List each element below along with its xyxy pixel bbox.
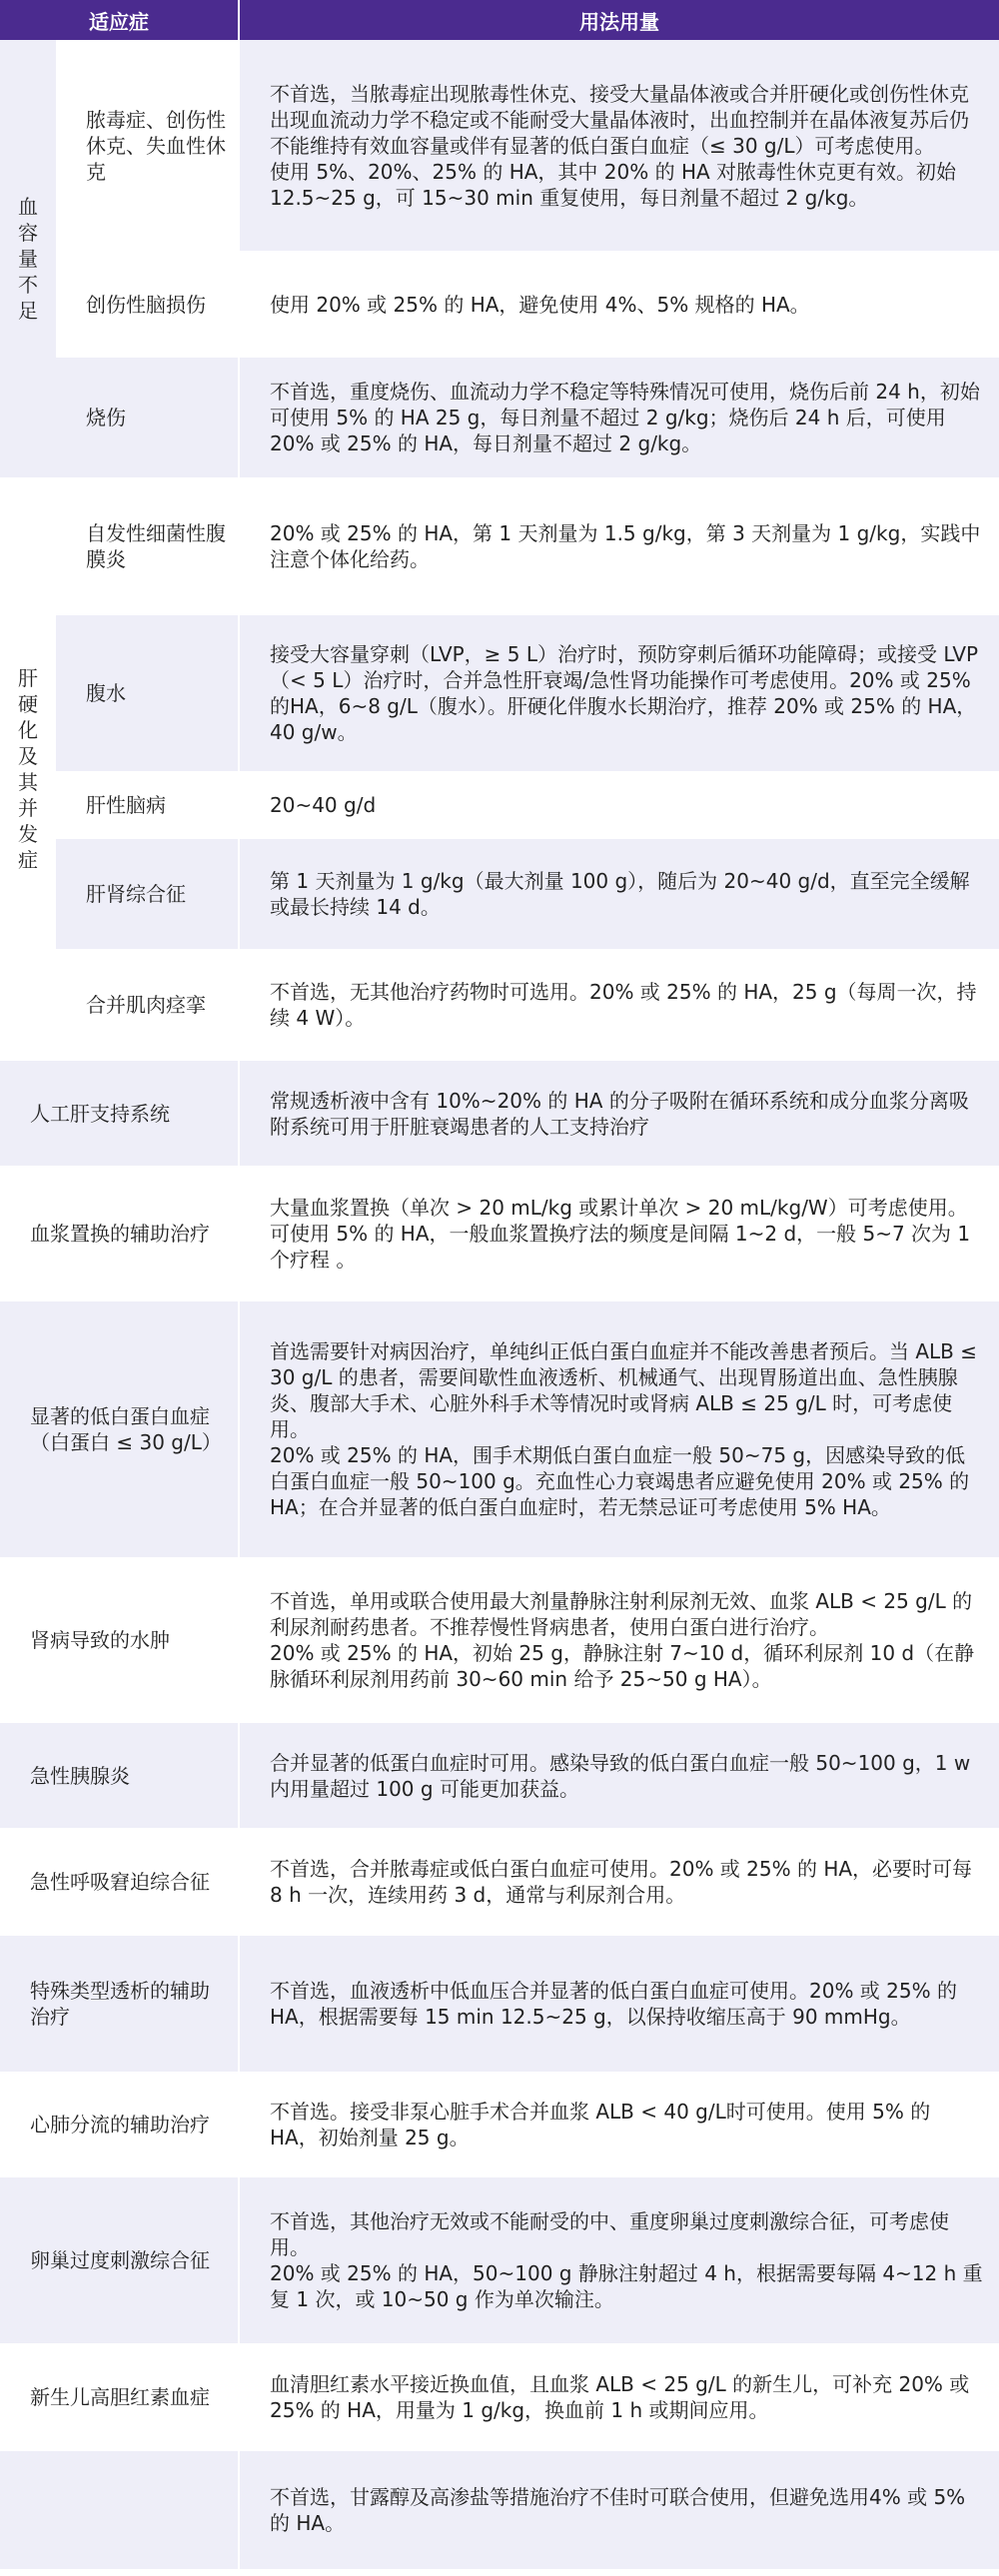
indication-name: 新生儿高胆红素血症 <box>0 2344 239 2450</box>
dosage-text: 大量血浆置换（单次 > 20 mL/kg 或累计单次 > 20 mL/kg/W）可考虑使用。可使用 5% 的 HA，一般血浆置换疗法的频度是间隔 1~2 d，一般 5~7 次为 1 个疗程 。 <box>239 1167 999 1300</box>
table-row <box>0 1167 999 1300</box>
dosage-text: 合并显著的低蛋白血症时可用。感染导致的低白蛋白血症一般 50~100 g，1 w 内用量超过 100 g 可能更加获益。 <box>239 1722 999 1829</box>
header-indication: 适应症 <box>0 0 239 40</box>
indication-name: 合并肌肉痉挛 <box>56 950 239 1060</box>
indication-name: 脓毒症、创伤性休克、失血性休克 <box>56 40 239 252</box>
dosage-text: 不首选。接受非泵心脏手术合并血浆 ALB < 40 g/L时可使用。使用 5% 的 HA，初始剂量 25 g。 <box>239 2073 999 2176</box>
table-row <box>0 2176 999 2344</box>
indication-name: 肝性脑病 <box>56 772 239 838</box>
table-row <box>0 772 999 838</box>
table-row <box>0 950 999 1060</box>
dosage-text: 不首选，无其他治疗药物时可选用。20% 或 25% 的 HA，25 g（每周一次，持续 4 W）。 <box>239 950 999 1060</box>
table-row <box>0 40 999 252</box>
indication-name: 特殊类型透析的辅助治疗 <box>0 1935 239 2073</box>
table-row <box>0 2344 999 2450</box>
group-label-cirrhosis: 肝硬化及其并发症 <box>0 478 56 1060</box>
table-row <box>0 838 999 950</box>
header-dosage: 用法用量 <box>239 0 999 40</box>
group-label-blood-volume: 血容量不足 <box>0 40 56 478</box>
table-row <box>0 357 999 478</box>
indication-name: 卵巢过度刺激综合征 <box>0 2176 239 2344</box>
indication-name: 急性胰腺炎 <box>0 1722 239 1829</box>
dosage-text: 20~40 g/d <box>239 772 999 838</box>
dosage-text: 不首选，甘露醇及高渗盐等措施治疗不佳时可联合使用，但避免选用4% 或 5% 的 HA。 <box>239 2450 999 2570</box>
dosage-text: 接受大容量穿刺（LVP，≥ 5 L）治疗时，预防穿刺后循环功能障碍；或接受 LVP（< 5 L）治疗时，合并急性肝衰竭/急性肾功能操作可考虑使用。20% 或 25% 的HA，6~8 g/L（腹水）。肝硬化伴腹水长期治疗，推荐 20% 或 25% 的 HA，40 g/w。 <box>239 614 999 772</box>
dosage-text: 不首选，血液透析中低血压合并显著的低白蛋白血症可使用。20% 或 25% 的 HA，根据需要每 15 min 12.5~25 g，以保持收缩压高于 90 mmHg。 <box>239 1935 999 2073</box>
dosage-text: 常规透析液中含有 10%~20% 的 HA 的分子吸附在循环系统和成分血浆分离吸附系统可用于肝脏衰竭患者的人工支持治疗 <box>239 1060 999 1167</box>
indication-name: 肾病导致的水肿 <box>0 1558 239 1722</box>
dosage-text: 20% 或 25% 的 HA，第 1 天剂量为 1.5 g/kg，第 3 天剂量为 1 g/kg，实践中注意个体化给药。 <box>239 478 999 614</box>
dosage-text: 不首选，重度烧伤、血流动力学不稳定等特殊情况可使用，烧伤后前 24 h，初始可使用 5% 的 HA 25 g，每日剂量不超过 2 g/kg；烧伤后 24 h 后，可使用 20% 或 25% 的 HA，每日剂量不超过 2 g/kg。 <box>239 357 999 478</box>
table-row <box>0 1829 999 1935</box>
indication-name: 肝肾综合征 <box>56 838 239 950</box>
indication-name <box>0 2450 239 2570</box>
table-row <box>0 614 999 772</box>
table-row <box>0 2073 999 2176</box>
table-row <box>0 1558 999 1722</box>
indication-name: 自发性细菌性腹膜炎 <box>56 478 239 614</box>
dosage-text: 首选需要针对病因治疗，单纯纠正低白蛋白血症并不能改善患者预后。当 ALB ≤ 30 g/L 的患者，需要间歇性血液透析、机械通气、出现胃肠道出血、急性胰腺炎、腹部大手术、心脏外科手术等情况时或肾病 ALB ≤ 25 g/L 时，可考虑使用。 20% 或 25% 的 HA，围手术期低白蛋白血症一般 50~75 g，因感染导致的低白蛋白血症一般 50~100 g。充血性心力衰竭患者应避免使用 20% 或 25% 的 HA；在合并显著的低白蛋白血症时，若无禁忌证可考虑使用 5% HA。 <box>239 1300 999 1558</box>
table-row <box>0 1722 999 1829</box>
table-row <box>0 1060 999 1167</box>
indication-name: 创伤性脑损伤 <box>56 252 239 357</box>
table-row <box>0 1935 999 2073</box>
table-row <box>0 1300 999 1558</box>
dosage-text: 血清胆红素水平接近换血值，且血浆 ALB < 25 g/L 的新生儿，可补充 20% 或 25% 的 HA，用量为 1 g/kg，换血前 1 h 或期间应用。 <box>239 2344 999 2450</box>
table-row <box>0 2450 999 2570</box>
dosage-text: 使用 20% 或 25% 的 HA，避免使用 4%、5% 规格的 HA。 <box>239 252 999 357</box>
indication-name: 血浆置换的辅助治疗 <box>0 1167 239 1300</box>
indication-name: 烧伤 <box>56 357 239 478</box>
indication-name: 腹水 <box>56 614 239 772</box>
dosage-text: 不首选，其他治疗无效或不能耐受的中、重度卵巢过度刺激综合征，可考虑使用。 20% 或 25% 的 HA，50~100 g 静脉注射超过 4 h，根据需要每隔 4~12 h 重复 1 次，或 10~50 g 作为单次输注。 <box>239 2176 999 2344</box>
table-row <box>0 252 999 357</box>
indication-name: 人工肝支持系统 <box>0 1060 239 1167</box>
dosage-text: 第 1 天剂量为 1 g/kg（最大剂量 100 g），随后为 20~40 g/d，直至完全缓解或最长持续 14 d。 <box>239 838 999 950</box>
indication-name: 急性呼吸窘迫综合征 <box>0 1829 239 1935</box>
dosage-text: 不首选，当脓毒症出现脓毒性休克、接受大量晶体液或合并肝硬化或创伤性休克出现血流动力学不稳定或不能耐受大量晶体液时，出血控制并在晶体液复苏后仍不能维持有效血容量或伴有显著的低白蛋白血症（≤ 30 g/L）可考虑使用。 使用 5%、20%、25% 的 HA，其中 20% 的 HA 对脓毒性休克更有效。初始 12.5~25 g，可 15~30 min 重复使用，每日剂量不超过 2 g/kg。 <box>239 40 999 252</box>
indication-name: 心肺分流的辅助治疗 <box>0 2073 239 2176</box>
dosage-text: 不首选，合并脓毒症或低白蛋白血症可使用。20% 或 25% 的 HA，必要时可每 8 h 一次，连续用药 3 d，通常与利尿剂合用。 <box>239 1829 999 1935</box>
table-row <box>0 478 999 614</box>
indication-name: 显著的低白蛋白血症（白蛋白 ≤ 30 g/L） <box>0 1300 239 1558</box>
dosage-text: 不首选，单用或联合使用最大剂量静脉注射利尿剂无效、血浆 ALB < 25 g/L 的利尿剂耐药患者。不推荐慢性肾病患者，使用白蛋白进行治疗。 20% 或 25% 的 HA，初始 25 g，静脉注射 7~10 d，循环利尿剂 10 d（在静脉循环利尿剂用药前 30~60 min 给予 25~50 g HA）。 <box>239 1558 999 1722</box>
table-header-row <box>0 0 999 40</box>
